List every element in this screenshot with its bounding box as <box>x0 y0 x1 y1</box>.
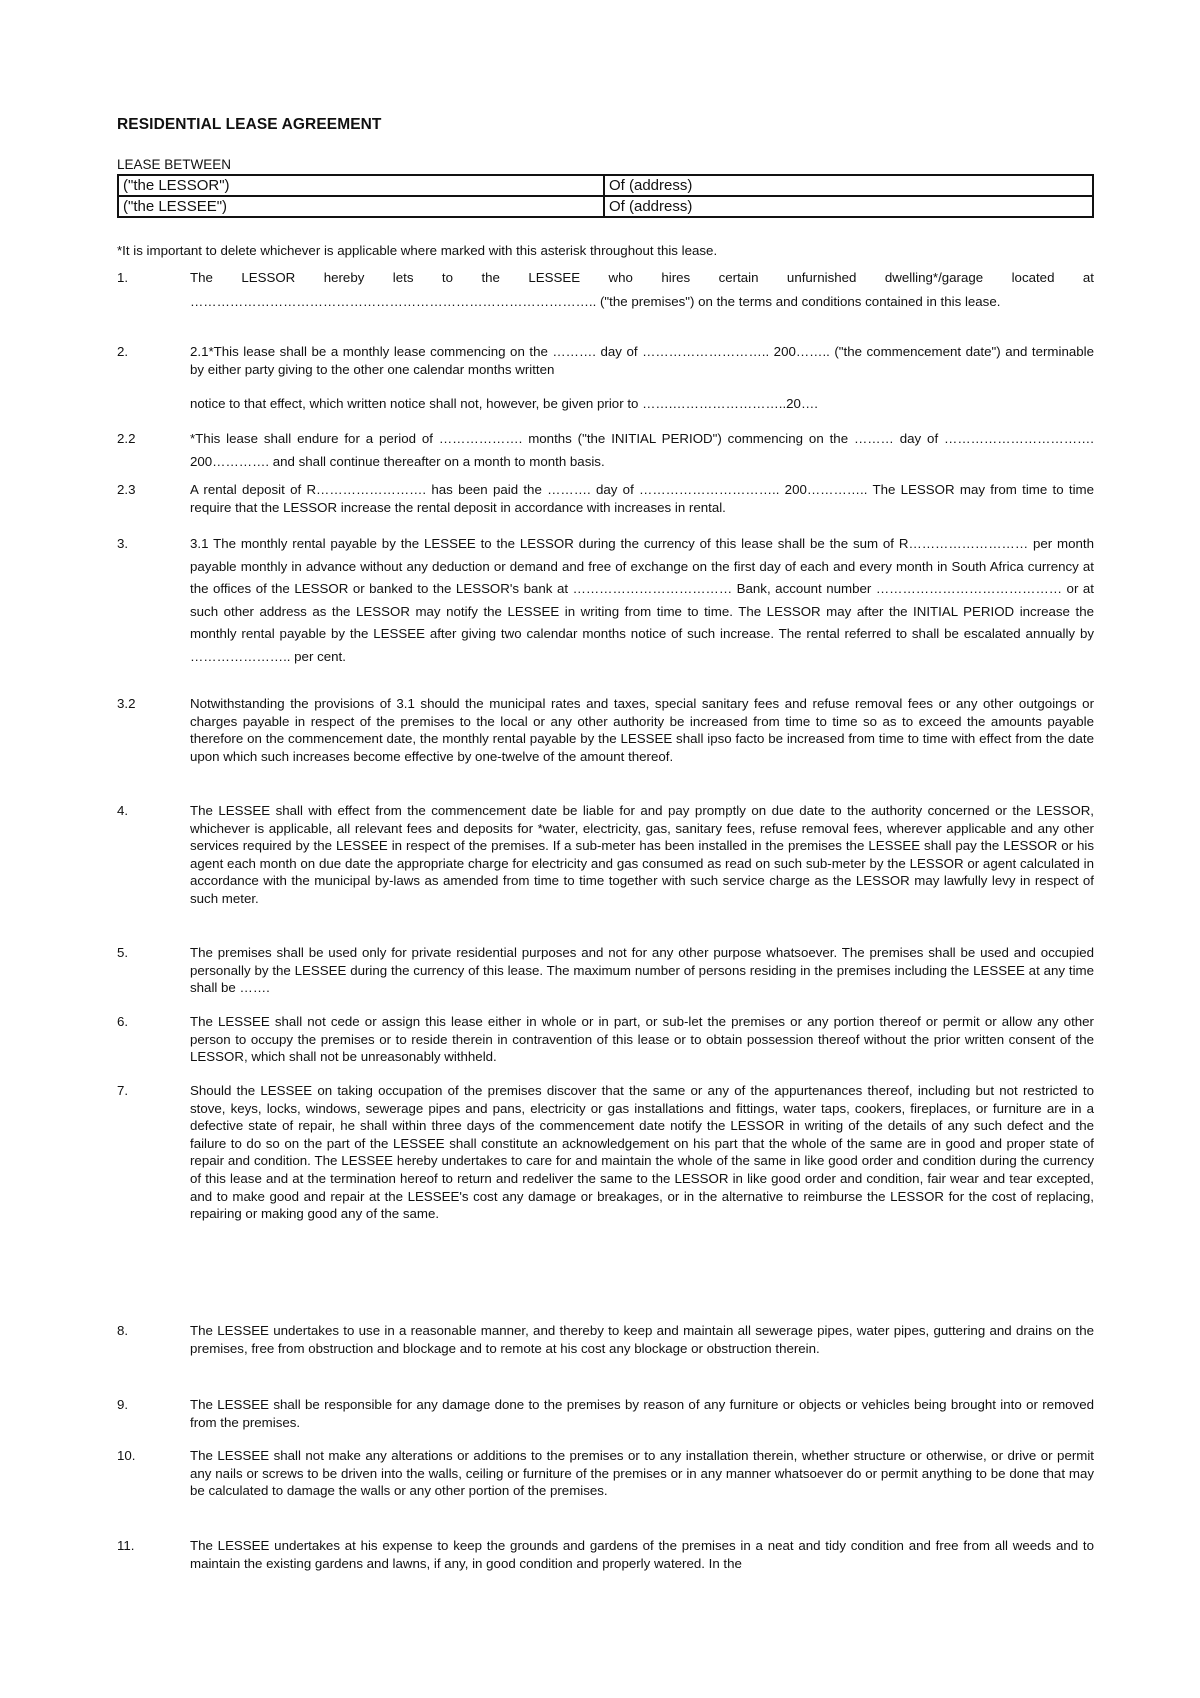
clause-number: 10. <box>117 1448 136 1463</box>
lessee-name-cell: ("the LESSEE") <box>118 196 604 217</box>
clause-number: 1. <box>117 270 129 285</box>
clause-number: 3.2 <box>117 696 136 711</box>
clause-text: The LESSEE undertakes at his expense to keep the grounds and gardens of the premises in a neat and tidy condition and free from all weeds and to maintain the existing gardens and lawns, if any, in good condition and properly watered. In the <box>190 1538 1094 1571</box>
clause-text: Notwithstanding the provisions of 3.1 should the municipal rates and taxes, special sanitary fees and refuse removal fees or any other outgoings or charges payable in respect of the premises to the local or any other authority be increased from time to time so as to exceed the amounts payable therefore on the commencement date, the monthly rental payable by the LESSEE shall ipso facto be increased from time to time with effect from the date upon which such increases become effective by one-twelve of the amount thereof. <box>190 696 1094 764</box>
clause-text: The LESSOR hereby lets to the LESSEE who hires certain unfurnished dwelling*/garage located at ……………………………………………………………………………….. ("the premises") on the terms and conditions contained in this lease. <box>190 270 1094 309</box>
clause-text: The LESSEE shall with effect from the commencement date be liable for and pay promptly on due date to the authority concerned or the LESSOR, whichever is applicable, all relevant fees and deposits for *water, electricity, gas, sanitary fees, refuse removal fees, wherever applicable and any other services required by the LESSEE in respect of the premises. If a sub-meter has been installed in the premises the LESSEE shall pay the LESSOR or his agent each month on due date the appropriate charge for electricity and gas consumed as read on such sub-meter by the LESSOR or agent calculated in accordance with the municipal by-laws as amended from time to time together with such service charge as the LESSOR may lawfully levy in respect of such meter. <box>190 803 1094 906</box>
clause-text: *This lease shall endure for a period of ………………. months ("the INITIAL PERIOD") commencing on the ……… day of ……………………………. 200…………. and shall continue thereafter on a month to month basis. <box>190 431 1094 469</box>
clause-text: Should the LESSEE on taking occupation of the premises discover that the same or any of the appurtenances thereof, including but not restricted to stove, keys, locks, windows, sewerage pipes and pans, electricity or gas installations and fittings, water taps, cookers, fireplaces, or furniture are in a defective state of repair, he shall within three days of the commencement date notify the LESSOR in writing of the details of any such defect and the failure to do so on the part of the LESSEE shall constitute an acknowledgement on his part that the whole of the same are in good and proper state of repair and condition. The LESSEE hereby undertakes to care for and maintain the whole of the same in like good order and condition during the currency of this lease and at the termination hereof to return and redeliver the same to the LESSOR in like good order and condition, fair wear and tear excepted, and to make good and repair at the LESSEE's cost any damage or breakages, or in the alternative to reimburse the LESSOR for the cost of replacing, repairing or making good any of the same. <box>190 1083 1094 1222</box>
clause-text: The LESSEE shall be responsible for any damage done to the premises by reason of any furniture or objects or vehicles being brought into or removed from the premises. <box>190 1397 1094 1430</box>
lessee-address-cell: Of (address) <box>604 196 1093 217</box>
clause-number: 6. <box>117 1014 129 1029</box>
table-row <box>118 175 1093 196</box>
parties-table <box>117 174 1094 218</box>
lessor-address-cell: Of (address) <box>604 175 1093 196</box>
clause-text: The premises shall be used only for private residential purposes and not for any other purpose whatsoever. The premises shall be used and occupied personally by the LESSEE during the currency of this lease. The maximum number of persons residing in the premises including the LESSEE at any time shall be ……. <box>190 945 1094 996</box>
lessor-name-cell: ("the LESSOR") <box>118 175 604 196</box>
clause-number: 11. <box>117 1538 135 1553</box>
clause-number: 3. <box>117 536 129 551</box>
asterisk-note: *It is important to delete whichever is applicable where marked with this asterisk throughout this lease. <box>117 243 718 258</box>
clause-number: 4. <box>117 803 129 818</box>
clause-text: 3.1 The monthly rental payable by the LESSEE to the LESSOR during the currency of this lease shall be the sum of R……………………… per month payable monthly in advance without any deduction or demand and free of exchange on the first day of each and every month in South Africa currency at the offices of the LESSOR or banked to the LESSOR's bank at ……………………………… Bank, account number …………………………………… or at such other address as the LESSOR may notify the LESSEE in writing from time to time. The LESSOR may after the INITIAL PERIOD increase the monthly rental payable by the LESSEE after giving two calendar months notice of such increase. The rental referred to shall be escalated annually by ………………….. per cent. <box>190 536 1094 664</box>
clause-number: 8. <box>117 1323 129 1338</box>
clause-number: 2.3 <box>117 482 136 497</box>
clause-number: 2.2 <box>117 431 136 446</box>
clause-text: The LESSEE shall not make any alterations or additions to the premises or to any installation therein, whether structure or otherwise, or drive or permit any nails or screws to be driven into the walls, ceiling or furniture of the premises or in any manner whatsoever do or permit anything to be done that may be calculated to damage the walls or any other portion of the premises. <box>190 1448 1094 1499</box>
clause-number: 2. <box>117 344 129 359</box>
table-row <box>118 196 1093 217</box>
clause-number: 9. <box>117 1397 129 1412</box>
clause-text: 2.1*This lease shall be a monthly lease commencing on the ………. day of ……………………….. 200…….. ("the commencement date") and terminable by either party giving to the other one calendar months written <box>190 344 1094 377</box>
clause-text: The LESSEE undertakes to use in a reasonable manner, and thereby to keep and maintain all sewerage pipes, water pipes, guttering and drains on the premises, free from obstruction and blockage and to remote at his cost any blockage or obstruction therein. <box>190 1323 1094 1356</box>
clause-text: notice to that effect, which written notice shall not, however, be given prior to …….……………………..20…. <box>190 396 818 411</box>
clause-text: A rental deposit of R……………………. has been paid the ………. day of ………………………….. 200………….. The LESSOR may from time to time require that the LESSOR increase the rental deposit in accordance with increases in rental. <box>190 482 1094 515</box>
clause-text: The LESSEE shall not cede or assign this lease either in whole or in part, or sub-let the premises or any portion thereof or permit or allow any other person to occupy the premises or to reside therein in contravention of this lease or to obtain possession thereof without the prior written consent of the LESSOR, which shall not be unreasonably withheld. <box>190 1014 1094 1065</box>
lease-between-label: LEASE BETWEEN <box>117 157 232 172</box>
document-title: RESIDENTIAL LEASE AGREEMENT <box>117 116 382 133</box>
clause-number: 5. <box>117 945 129 960</box>
clause-number: 7. <box>117 1083 129 1098</box>
